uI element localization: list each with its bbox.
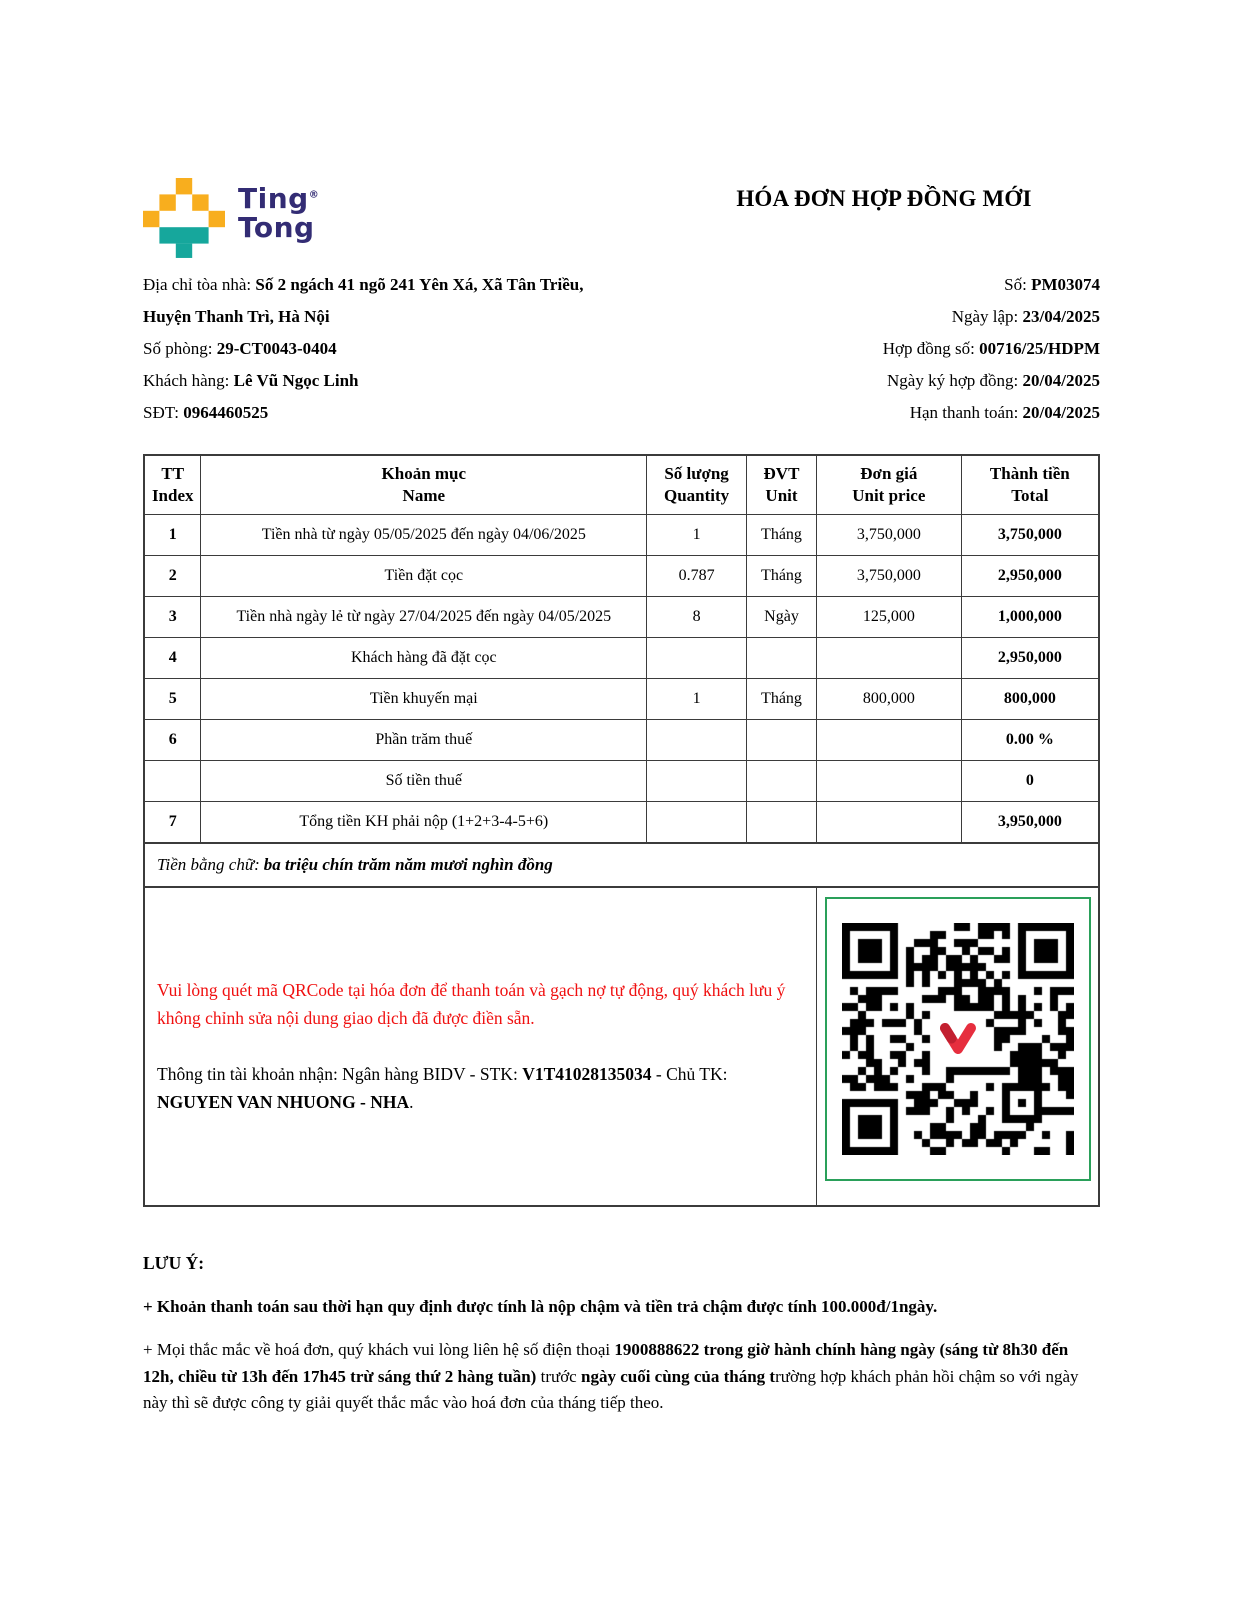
cell-index: 3 [144,597,201,638]
cell-unit: Tháng [747,679,817,720]
cell-unit-price [816,761,961,802]
table-row [144,802,1099,843]
table-row [144,679,1099,720]
cell-total: 800,000 [961,679,1099,720]
cell-index: 2 [144,556,201,597]
cell-index: 5 [144,679,201,720]
cell-unit-price: 125,000 [816,597,961,638]
table-row [144,556,1099,597]
cell-unit-price [816,638,961,679]
invoice-table [143,454,1100,844]
room-line: Số phòng: 29-CT0043-0404 [143,339,337,358]
issue-date-line: Ngày lập: 23/04/2025 [951,307,1100,326]
cell-unit [747,761,817,802]
cell-index: 4 [144,638,201,679]
document-head [668,178,1100,266]
cell-unit-price [816,720,961,761]
cell-name: Tiền đặt cọc [201,556,647,597]
table-row [144,720,1099,761]
cell-unit-price: 800,000 [816,679,961,720]
cell-name: Tổng tiền KH phải nộp (1+2+3-4-5+6) [201,802,647,843]
cell-unit [747,638,817,679]
header-quantity: Số lượng Quantity [647,455,747,515]
header-index: TT Index [144,455,201,515]
cell-unit: Tháng [747,556,817,597]
address-line-2: Huyện Thanh Trì, Hà Nội [143,307,330,326]
cell-name: Khách hàng đã đặt cọc [201,638,647,679]
cell-total: 2,950,000 [961,556,1099,597]
customer-line: Khách hàng: Lê Vũ Ngọc Linh [143,371,359,390]
cell-total: 3,750,000 [961,515,1099,556]
address-line: Địa chỉ tòa nhà: Số 2 ngách 41 ngõ 241 Yên Xá, Xã Tân Triều, [143,275,584,294]
qr-frame [825,897,1091,1181]
cell-name: Tiền khuyến mại [201,679,647,720]
cell-name: Số tiền thuế [201,761,647,802]
qr-cell [816,888,1098,1205]
vietqr-logo-icon [931,1012,985,1066]
notes-title: LƯU Ý: [143,1252,205,1273]
header-total: Thành tiền Total [961,455,1099,515]
cell-total: 3,950,000 [961,802,1099,843]
invoice-table-header [144,455,1099,515]
cell-unit [747,720,817,761]
header [143,178,1100,266]
cell-total: 0.00 % [961,720,1099,761]
cell-name: Phần trăm thuế [201,720,647,761]
tingtong-mark-icon [143,178,225,260]
late-payment-note: + Khoản thanh toán sau thời hạn quy định được tính là nộp chậm và tiền trả chậm được tính 100.000đ/1ngày. [143,1296,938,1316]
brand-logo [143,178,319,266]
qr-payment-notice: Vui lòng quét mã QRCode tại hóa đơn để thanh toán và gạch nợ tự động, quý khách lưu ý không chỉnh sửa nội dung giao dịch đã được điền sẵn. [157,980,786,1029]
invoice-table-body [144,515,1099,843]
cell-total: 1,000,000 [961,597,1099,638]
sign-date-line: Ngày ký hợp đồng: 20/04/2025 [887,371,1100,390]
cell-quantity: 0.787 [647,556,747,597]
cell-unit: Ngày [747,597,817,638]
cell-unit: Tháng [747,515,817,556]
header-name: Khoản mục Name [201,455,647,515]
amount-in-words: Tiền bằng chữ: ba triệu chín trăm năm mươi nghìn đồng [143,842,1100,888]
invoice-content [143,178,1100,1416]
cell-total: 0 [961,761,1099,802]
cell-index: 1 [144,515,201,556]
cell-quantity: 1 [647,515,747,556]
due-date-line: Hạn thanh toán: 20/04/2025 [909,403,1100,422]
cell-index [144,761,201,802]
cell-name: Tiền nhà từ ngày 05/05/2025 đến ngày 04/06/2025 [201,515,647,556]
cell-quantity [647,638,747,679]
contract-number-line: Hợp đồng số: 00716/25/HDPM [882,339,1100,358]
registered-mark: ® [308,189,320,201]
building-customer-info [143,269,663,429]
cell-quantity [647,720,747,761]
footer-notes [143,1253,1100,1417]
cell-name: Tiền nhà ngày lẻ từ ngày 27/04/2025 đến ngày 04/05/2025 [201,597,647,638]
cell-unit-price: 3,750,000 [816,515,961,556]
cell-index: 7 [144,802,201,843]
invoice-number-line: Số: PM03074 [1004,275,1100,294]
cell-quantity: 1 [647,679,747,720]
cell-unit-price [816,802,961,843]
table-row [144,597,1099,638]
payment-instructions [145,888,816,1205]
phone-line: SĐT: 0964460525 [143,403,269,422]
cell-total: 2,950,000 [961,638,1099,679]
table-row [144,761,1099,802]
header-unit: ĐVT Unit [747,455,817,515]
payment-box [143,886,1100,1207]
info-section [143,269,1100,429]
header-unit-price: Đơn giá Unit price [816,455,961,515]
bank-account-info: Thông tin tài khoản nhận: Ngân hàng BIDV - STK: V1T41028135034 - Chủ TK: NGUYEN VAN NHUONG - NHA. [157,1064,728,1113]
table-row [144,515,1099,556]
invoice-meta [668,269,1100,429]
cell-unit [747,802,817,843]
cell-unit-price: 3,750,000 [816,556,961,597]
cell-quantity [647,761,747,802]
page-title: HÓA ĐƠN HỢP ĐỒNG MỚI [736,186,1032,211]
hotline-note: + Mọi thắc mắc về hoá đơn, quý khách vui lòng liên hệ số điện thoại 1900888622 trong giờ hành chính hàng ngày (sáng từ 8h30 đến 12h, chiều từ 13h đến 17h45 trừ sáng thứ 2 hàng tuần) trước ngày cuối cùng của tháng trường hợp khách phản hồi chậm so với ngày này thì sẽ được công ty giải quyết thắc mắc vào hoá đơn của tháng tiếp theo. [143,1340,1079,1412]
cell-quantity [647,802,747,843]
brand-wordmark: Ting® Tong [238,182,320,244]
table-row [144,638,1099,679]
cell-quantity: 8 [647,597,747,638]
cell-index: 6 [144,720,201,761]
